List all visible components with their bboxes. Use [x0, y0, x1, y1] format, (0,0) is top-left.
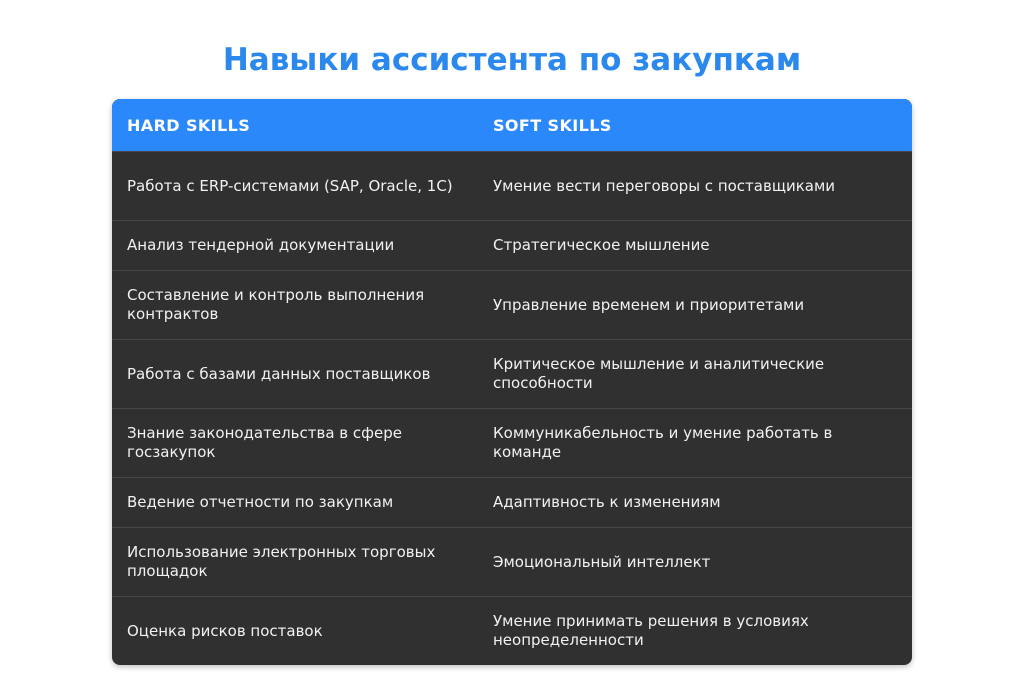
table-row	[112, 339, 912, 408]
table-row	[112, 527, 912, 596]
table-row	[112, 596, 912, 665]
table-header	[112, 99, 912, 151]
hard-skill-cell: Работа с ERP-системами (SAP, Oracle, 1С)	[127, 176, 453, 195]
page-title: Навыки ассистента по закупкам	[222, 42, 802, 78]
soft-skill-cell: Критическое мышление и аналитические способности	[493, 355, 825, 392]
hard-skill-cell: Составление и контроль выполнения контрактов	[127, 286, 425, 323]
soft-skill-cell: Адаптивность к изменениям	[493, 493, 721, 511]
hard-skill-cell: Анализ тендерной документации	[127, 236, 395, 254]
header-hard-skills: HARD SKILLS	[127, 115, 251, 135]
soft-skill-cell: Управление временем и приоритетами	[493, 295, 805, 314]
hard-skill-cell: Работа с базами данных поставщиков	[127, 364, 431, 383]
table-row	[112, 408, 912, 477]
hard-skill-cell: Оценка рисков поставок	[127, 621, 323, 640]
table-row	[112, 220, 912, 270]
soft-skill-cell: Умение вести переговоры с поставщиками	[493, 176, 836, 195]
table-row	[112, 477, 912, 527]
table-row	[112, 151, 912, 220]
soft-skill-cell: Умение принимать решения в условиях неопределенности	[493, 612, 809, 649]
hard-skill-cell: Использование электронных торговых площадок	[127, 543, 436, 580]
soft-skill-cell: Стратегическое мышление	[493, 236, 710, 254]
hard-skill-cell: Знание законодательства в сфере госзакупок	[127, 424, 402, 461]
table-row	[112, 270, 912, 339]
soft-skill-cell: Эмоциональный интеллект	[493, 552, 711, 571]
soft-skill-cell: Коммуникабельность и умение работать в команде	[493, 424, 833, 461]
header-soft-skills: SOFT SKILLS	[493, 115, 612, 135]
hard-skill-cell: Ведение отчетности по закупкам	[127, 493, 394, 511]
skills-table	[112, 99, 912, 665]
